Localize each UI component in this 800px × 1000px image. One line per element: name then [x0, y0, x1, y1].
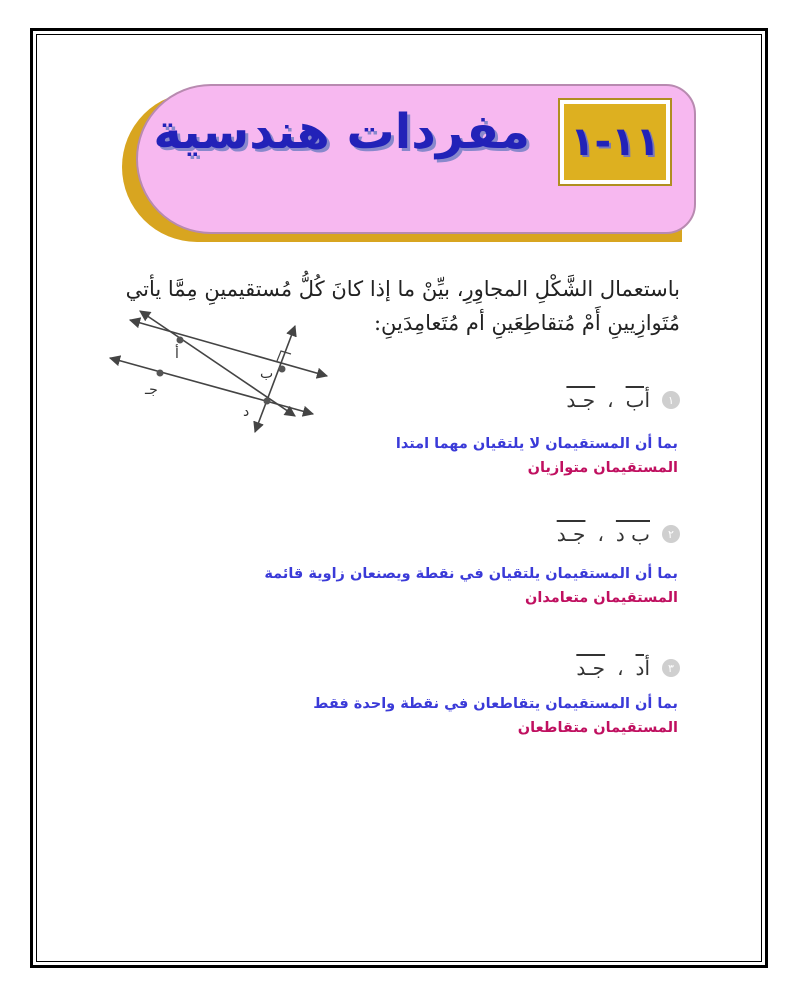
answer-2-result: المستقيمان متعامدان [525, 590, 678, 606]
lesson-number: ١١-١ [570, 119, 660, 165]
question-number-3: ٣ [662, 659, 680, 677]
answer-1-result: المستقيمان متوازيان [527, 460, 678, 476]
answer-2-reason: بما أن المستقيمان يلتقيان في نقطة ويصنعان زاوية قائمة [264, 566, 678, 582]
point-b [279, 366, 286, 373]
label-j: جـ [145, 382, 158, 398]
q3-line1: أد [635, 656, 650, 680]
q1-line1: أب [625, 388, 650, 412]
q2-line2: جـد [556, 522, 586, 546]
question-number-1: ١ [662, 391, 680, 409]
question-3 [576, 656, 680, 680]
answer-2 [264, 562, 678, 610]
answer-1 [396, 432, 678, 480]
title-banner [110, 70, 700, 260]
question-1 [566, 388, 680, 412]
label-b: ب [260, 366, 274, 382]
point-j [157, 370, 164, 377]
q3-separator: ، [617, 656, 624, 680]
label-d: د [243, 404, 250, 420]
q1-line2: جـد [566, 388, 596, 412]
label-a: أ [175, 346, 179, 362]
line-ab [130, 320, 327, 376]
question-2 [557, 522, 680, 546]
q2-separator: ، [597, 522, 604, 546]
q3-line2: جـد [576, 656, 606, 680]
q1-separator: ، [607, 388, 614, 412]
instructions: باستعمال الشَّكْلِ المجاوِرِ، بيِّنْ ما إذا كانَ كُلُّ مُستقيمينِ مِمَّا يأتي مُتَوازِيينِ أَمْ مُتقاطِعَينِ أم مُتَعامِدَينِ: [125, 277, 680, 335]
answer-3 [313, 692, 678, 740]
answer-3-result: المستقيمان متقاطعان [517, 720, 678, 736]
lesson-number-box [560, 100, 670, 184]
line-ad [140, 311, 295, 416]
q2-line1: ب د [615, 522, 650, 546]
point-a [177, 337, 184, 344]
point-d [264, 398, 271, 405]
answer-3-reason: بما أن المستقيمان يتقاطعان في نقطة واحدة فقط [313, 696, 678, 712]
page-title: مفردات هندسية [153, 104, 530, 160]
question-number-2: ٢ [662, 525, 680, 543]
lines-diagram [105, 306, 335, 436]
answer-1-reason: بما أن المستقيمان لا يلتقيان مهما امتدا [395, 436, 678, 452]
